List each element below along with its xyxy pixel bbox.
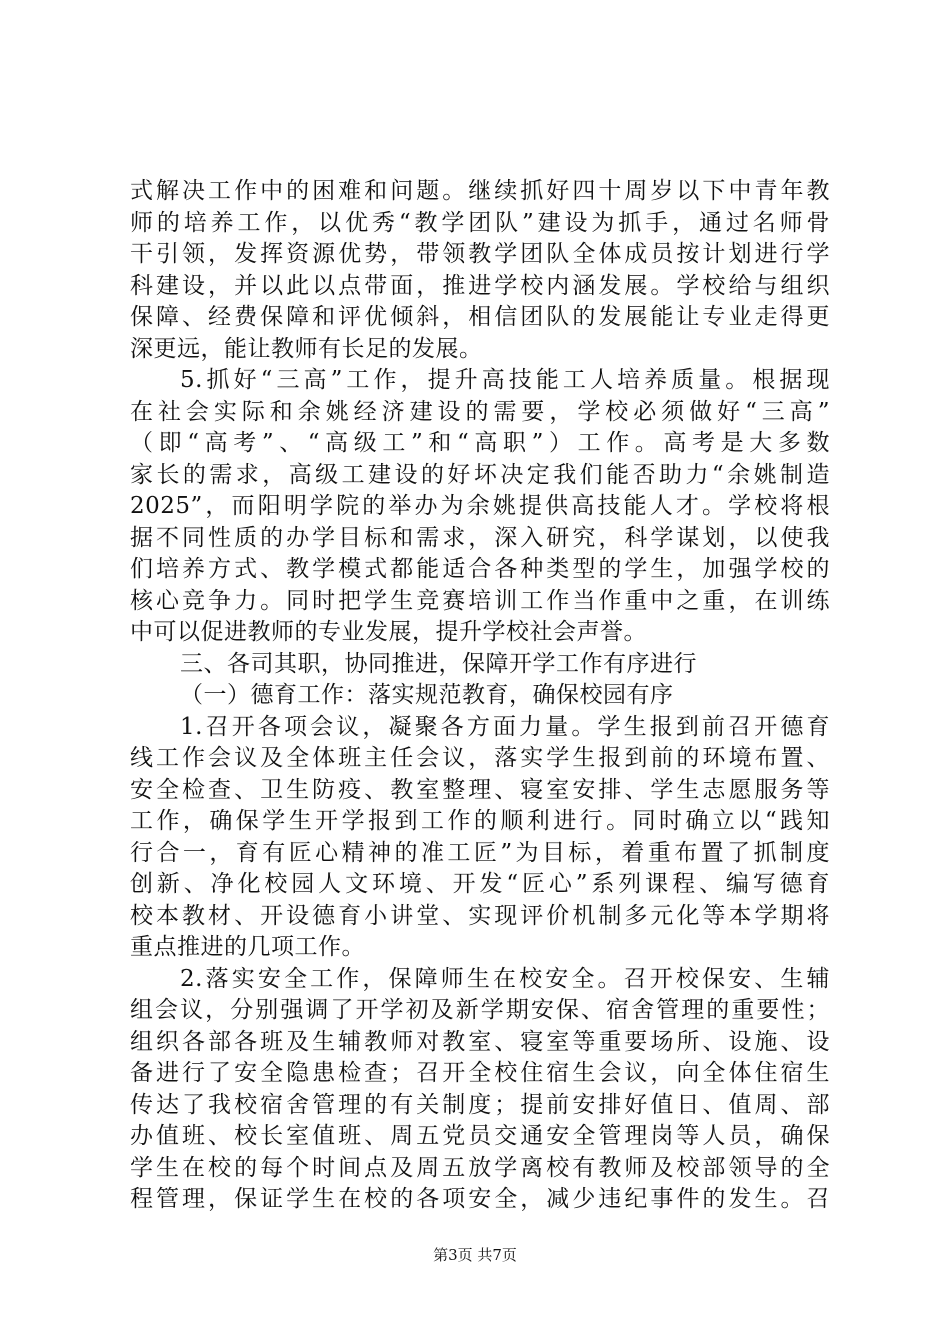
text-line: 传达了我校宿舍管理的有关制度；提前安排好值日、值周、部 xyxy=(130,1091,830,1118)
page-footer: 第3页 共7页 xyxy=(433,1246,517,1264)
text-line: 核心竞争力。同时把学生竞赛培训工作当作重中之重，在训练 xyxy=(130,587,830,614)
text-line: 程管理，保证学生在校的各项安全，减少违纪事件的发生。召 xyxy=(130,1186,830,1212)
text-line: 1.召开各项会议，凝聚各方面力量。学生报到前召开德育 xyxy=(180,713,830,740)
text-line: 干引领，发挥资源优势，带领教学团队全体成员按计划进行学 xyxy=(130,241,830,267)
text-line: （一）德育工作：落实规范教育，确保校园有序 xyxy=(180,682,674,708)
text-line: 据不同性质的办学目标和需求，深入研究，科学谋划，以使我 xyxy=(130,524,830,551)
text-line: 2.落实安全工作，保障师生在校安全。召开校保安、生辅 xyxy=(180,965,830,992)
text-line: 三、各司其职，协同推进，保障开学工作有序进行 xyxy=(180,650,697,677)
text-line: 行合一，育有匠心精神的准工匠”为目标，着重布置了抓制度 xyxy=(130,839,830,866)
text-line: 备进行了安全隐患检查；召开全校住宿生会议，向全体住宿生 xyxy=(130,1060,830,1086)
text-line: 工作，确保学生开学报到工作的顺利进行。同时确立以“践知 xyxy=(130,808,830,834)
text-line: 师的培养工作，以优秀“教学团队”建设为抓手，通过名师骨 xyxy=(130,209,830,236)
text-line: 科建设，并以此以点带面，推进学校内涵发展。学校给与组织 xyxy=(130,272,830,299)
text-line: 校本教材、开设德育小讲堂、实现评价机制多元化等本学期将 xyxy=(130,902,830,929)
text-line: 保障、经费保障和评优倾斜，相信团队的发展能让专业走得更 xyxy=(130,304,830,330)
text-line: 5.抓好“三高”工作，提升高技能工人培养质量。根据现 xyxy=(180,367,830,393)
text-line: 式解决工作中的困难和问题。继续抓好四十周岁以下中青年教 xyxy=(130,178,830,204)
text-line: 2025”，而阳明学院的举办为余姚提供高技能人才。学校将根 xyxy=(130,493,830,519)
text-line: 深更远，能让教师有长足的发展。 xyxy=(130,335,483,362)
body-text xyxy=(130,176,830,1216)
text-line: 们培养方式、教学模式都能适合各种类型的学生，加强学校的 xyxy=(130,556,830,582)
text-line: 重点推进的几项工作。 xyxy=(130,934,365,960)
text-line: 学生在校的每个时间点及周五放学离校有教师及校部领导的全 xyxy=(130,1154,830,1181)
text-line: 线工作会议及全体班主任会议，落实学生报到前的环境布置、 xyxy=(130,745,830,771)
text-line: （即“高考”、“高级工”和“高职”）工作。高考是大多数 xyxy=(130,430,830,456)
text-line: 办值班、校长室值班、周五党员交通安全管理岗等人员，确保 xyxy=(130,1123,830,1149)
text-line: 组织各部各班及生辅教师对教室、寝室等重要场所、设施、设 xyxy=(130,1028,830,1055)
text-line: 中可以促进教师的专业发展，提升学校社会声誉。 xyxy=(130,619,647,645)
text-line: 家长的需求，高级工建设的好坏决定我们能否助力“余姚制造 xyxy=(130,461,830,488)
text-line: 创新、净化校园人文环境、开发“匠心”系列课程、编写德育 xyxy=(130,871,830,897)
text-line: 安全检查、卫生防疫、教室整理、寝室安排、学生志愿服务等 xyxy=(130,776,830,803)
text-line: 在社会实际和余姚经济建设的需要，学校必须做好“三高” xyxy=(130,398,830,425)
text-line: 组会议，分别强调了开学初及新学期安保、宿舍管理的重要性； xyxy=(130,997,830,1023)
